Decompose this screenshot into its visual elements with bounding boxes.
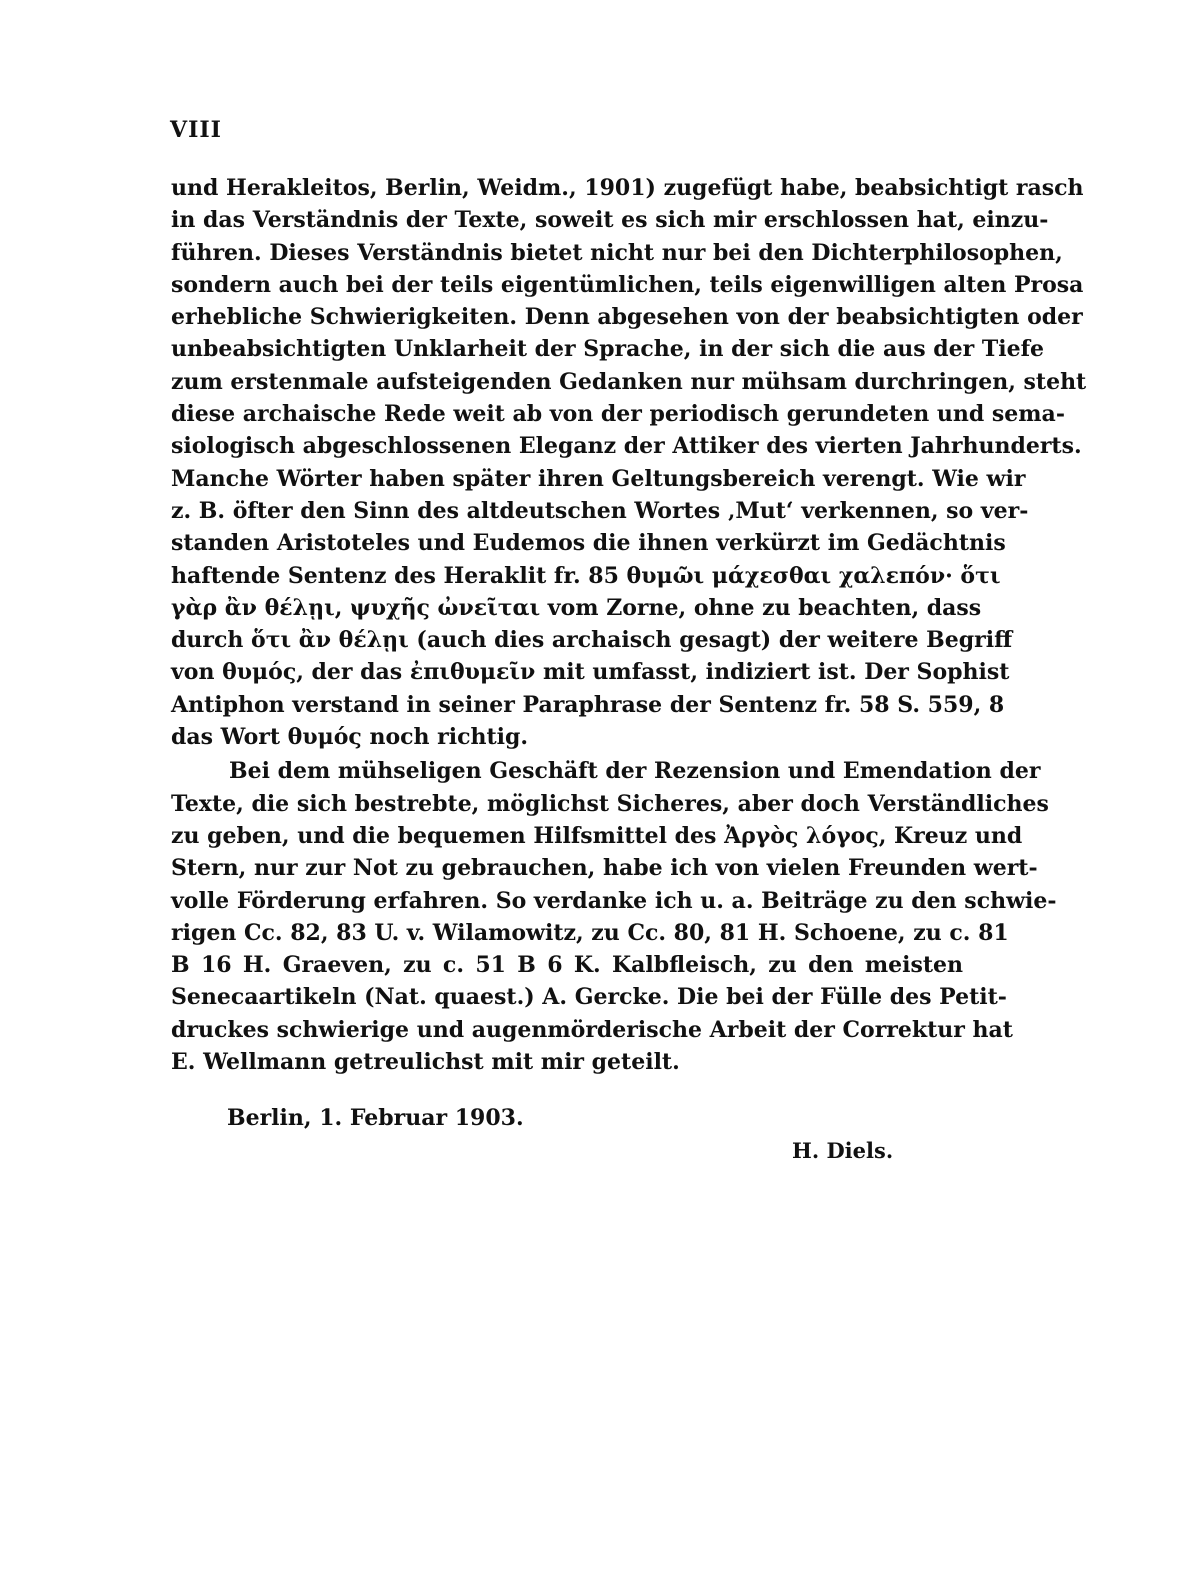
page-number: VIII <box>170 117 222 143</box>
text-line: γὰρ ἂν θέλῃι, ψυχῆς ὠνεῖται vom Zorne, ohne zu beachten, dass <box>171 594 982 621</box>
text-line: Senecaartikeln (Nat. quaest.) A. Gercke. Die bei der Fülle des Petit- <box>171 984 1007 1011</box>
text-line: druckes schwierige und augenmörderische Arbeit der Correktur hat <box>171 1016 1013 1043</box>
text-line: Bei dem mühseligen Geschäft der Rezension und Emendation der <box>229 758 1041 785</box>
text-line: volle Förderung erfahren. So verdanke ich u. a. Beiträge zu den schwie- <box>171 887 1057 914</box>
preface-text <box>171 172 1087 1078</box>
text-line: siologisch abgeschlossenen Eleganz der Attiker des vierten Jahrhunderts. <box>171 433 1082 460</box>
text-line: z. B. öfter den Sinn des altdeutschen Wortes ‚Mut‘ verkennen, so ver- <box>171 497 1029 524</box>
text-line: und Herakleitos, Berlin, Weidm., 1901) zugefügt habe, beabsichtigt rasch <box>171 175 1084 201</box>
signature: H. Diels. <box>792 1138 894 1163</box>
text-line: haftende Sentenz des Heraklit fr. 85 θυμῶι μάχεσθαι χαλεπόν· ὅτι <box>171 562 1001 589</box>
text-line: zu geben, und die bequemen Hilfsmittel des Ἀργὸς λόγος, Kreuz und <box>171 822 1023 849</box>
text-line: zum erstenmale aufsteigenden Gedanken nur mühsam durchringen, steht <box>171 368 1087 395</box>
text-line: rigen Cc. 82, 83 U. v. Wilamowitz, zu Cc. 80, 81 H. Schoene, zu c. 81 <box>171 919 1009 946</box>
text-line: führen. Dieses Verständnis bietet nicht nur bei den Dichterphilosophen, <box>171 239 1063 266</box>
text-line: Texte, die sich bestrebte, möglichst Sicheres, aber doch Verständliches <box>171 790 1049 817</box>
text-line: unbeabsichtigten Unklarheit der Sprache, in der sich die aus der Tiefe <box>171 336 1045 363</box>
text-line: erhebliche Schwierigkeiten. Denn abgesehen von der beabsichtigten oder <box>171 304 1083 331</box>
text-line: von θυμός, der das ἐπιθυμεῖν mit umfasst, indiziert ist. Der Sophist <box>171 659 1010 686</box>
text-line: sondern auch bei der teils eigentümlichen, teils eigenwilligen alten Prosa <box>171 271 1084 298</box>
text-line: diese archaische Rede weit ab von der periodisch gerundeten und sema- <box>171 401 1065 428</box>
text-line: das Wort θυμός noch richtig. <box>171 724 529 751</box>
paragraph-2 <box>171 755 1057 1078</box>
text-line: durch ὅτι ἂν θέλῃι (auch dies archaisch gesagt) der weitere Begriff <box>171 627 1013 654</box>
text-line: E. Wellmann getreulichst mit mir geteilt. <box>171 1049 680 1076</box>
text-line: Stern, nur zur Not zu gebrauchen, habe ich von vielen Freunden wert- <box>171 855 1038 882</box>
text-line: standen Aristoteles und Eudemos die ihnen verkürzt im Gedächtnis <box>171 530 1006 557</box>
text-line: Manche Wörter haben später ihren Geltungsbereich verengt. Wie wir <box>171 465 1026 492</box>
paragraph-1 <box>171 172 1087 753</box>
text-line: Antiphon verstand in seiner Paraphrase der Sentenz fr. 58 S. 559, 8 <box>171 691 1005 718</box>
text-line: in das Verständnis der Texte, soweit es sich mir erschlossen hat, einzu- <box>171 207 1049 234</box>
place-date: Berlin, 1. Februar 1903. <box>227 1105 524 1131</box>
text-line: B 16 H. Graeven, zu c. 51 B 6 K. Kalbfleisch, zu den meisten <box>171 952 963 979</box>
